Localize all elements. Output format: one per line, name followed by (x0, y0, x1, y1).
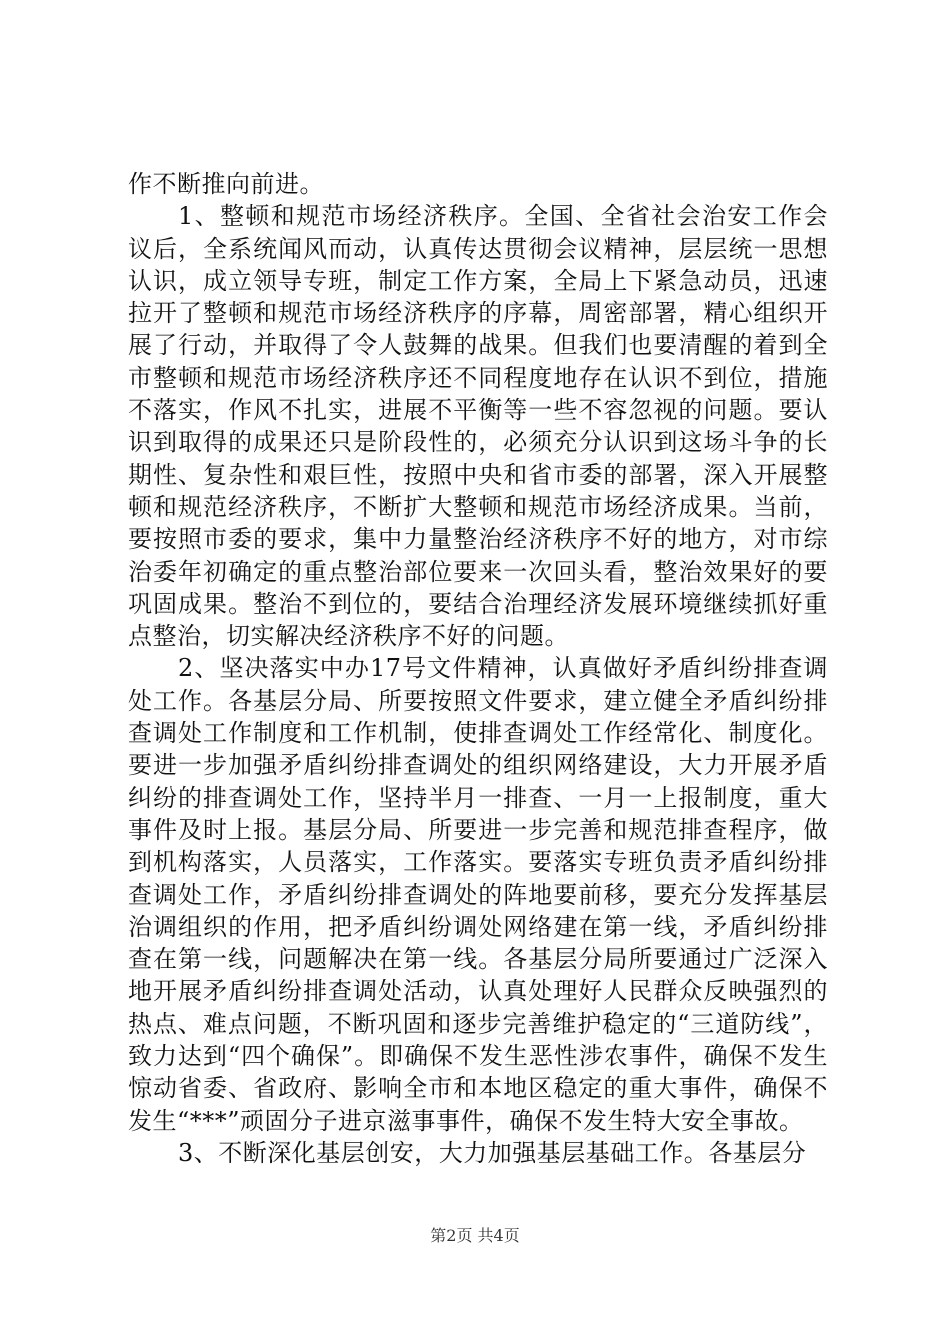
paragraph-item-1: 1、整顿和规范市场经济秩序。全国、全省社会治安工作会议后，全系统闻风而动，认真传达贯彻会议精神，层层统一思想认识，成立领导专班，制定工作方案，全局上下紧急动员，迅速拉开了整顿和规范市场经济秩序的序幕，周密部署，精心组织开展了行动，并取得了令人鼓舞的战果。但我们也要清醒的着到全市整顿和规范市场经济秩序还不同程度地存在认识不到位，措施不落实，作风不扎实，进展不平衡等一些不容忽视的问题。要认识到取得的成果还只是阶段性的，必须充分认识到这场斗争的长期性、复杂性和艰巨性，按照中央和省市委的部署，深入开展整顿和规范经济秩序，不断扩大整顿和规范市场经济成果。当前，要按照市委的要求，集中力量整治经济秩序不好的地方，对市综治委年初确定的重点整治部位要来一次回头看，整治效果好的要巩固成果。整治不到位的，要结合治理经济发展环境继续抓好重点整治，切实解决经济秩序不好的问题。 (128, 202, 828, 651)
paragraph-continuation: 作不断推向前进。 (128, 170, 324, 198)
paragraph-item-3: 3、不断深化基层创安，大力加强基层基础工作。各基层分 (178, 1138, 807, 1167)
page-footer: 第2页 共4页 (430, 1226, 520, 1245)
paragraph-item-2: 2、坚决落实中办17号文件精神，认真做好矛盾纠纷排查调处工作。各基层分局、所要按照文件要求，建立健全矛盾纠纷排查调处工作制度和工作机制，使排查调处工作经常化、制度化。要进一步加强矛盾纠纷排查调处的组织网络建设，大力开展矛盾纠纷的排查调处工作，坚持半月一排查、一月一上报制度，重大事件及时上报。基层分局、所要进一步完善和规范排查程序，做到机构落实，人员落实，工作落实。要落实专班负责矛盾纠纷排查调处工作，矛盾纠纷排查调处的阵地要前移，要充分发挥基层治调组织的作用，把矛盾纠纷调处网络建在第一线，矛盾纠纷排查在第一线，问题解决在第一线。各基层分局所要通过广泛深入地开展矛盾纠纷排查调处活动，认真处理好人民群众反映强烈的热点、难点问题，不断巩固和逐步完善维护稳定的“三道防线”，致力达到“四个确保”。即确保不发生恶性涉农事件，确保不发生惊动省委、省政府、影响全市和本地区稳定的重大事件，确保不发生“***”顽固分子进京滋事事件，确保不发生特大安全事故。 (128, 654, 828, 1135)
document-body (128, 168, 828, 1169)
